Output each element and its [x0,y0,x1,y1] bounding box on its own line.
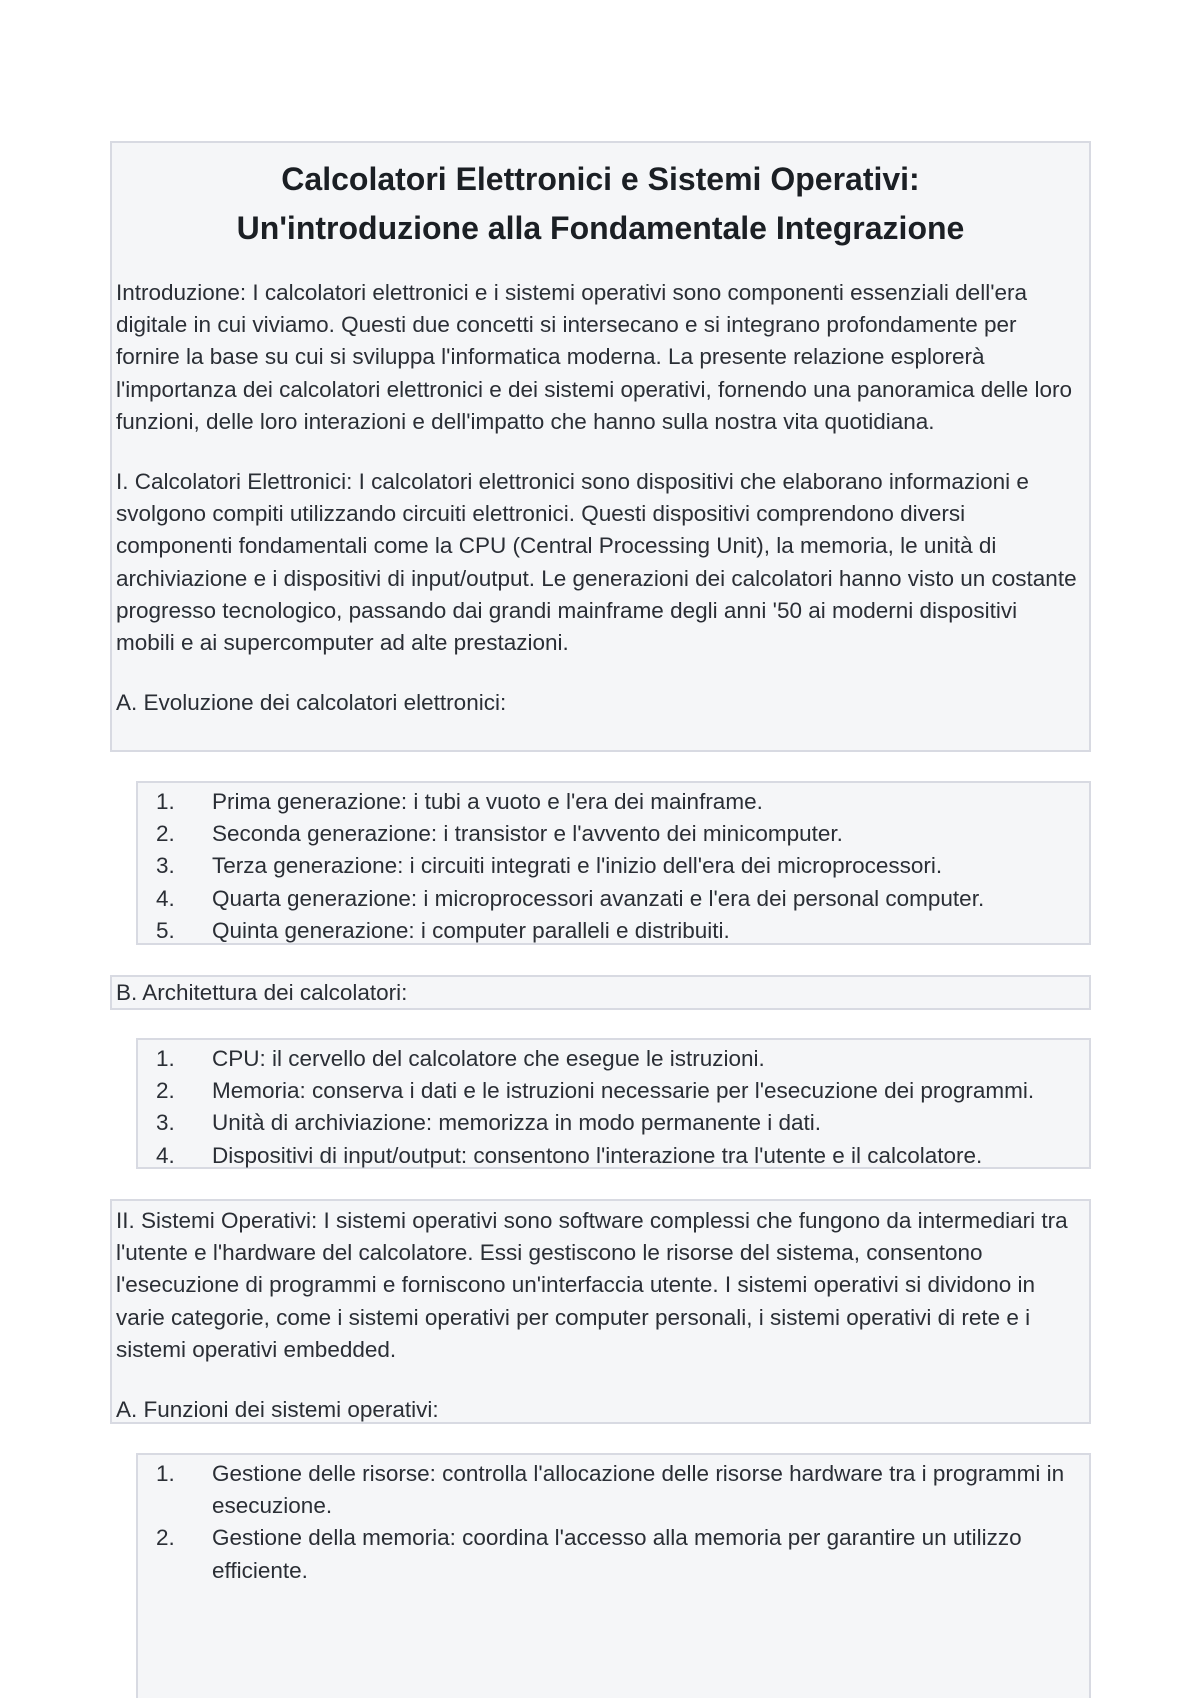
intro-paragraph: Introduzione: I calcolatori elettronici e i sistemi operativi sono componenti essenziali dell'era digitale in cui viviamo. Questi due concetti si intersecano e si integrano profondamente per fornire la base su cui si sviluppa l'informatica moderna. La presente relazione esplorerà l'importanza dei calcolatori elettronici e dei sistemi operativi, fornendo una panoramica delle loro funzioni, delle loro interazioni e dell'impatto che hanno sulla nostra vita quotidiana. [116,280,1073,434]
functions-list [138,1458,1089,1587]
section1-a-heading: A. Evoluzione dei calcolatori elettronici: [116,690,507,716]
title-line-1: Calcolatori Elettronici e Sistemi Operativi: [281,161,920,197]
list-item: 1. Gestione delle risorse: controlla l'allocazione delle risorse hardware tra i programmi in esecuzione. [156,1461,1065,1519]
intro-section-box [110,141,1091,752]
operating-systems-section-box [110,1199,1091,1424]
list-item: 5. Quinta generazione: i computer paralleli e distribuiti. [156,917,730,943]
document-title [112,155,1089,253]
list-item: 2. Seconda generazione: i transistor e l'avvento dei minicomputer. [156,821,843,847]
list-item: 3. Terza generazione: i circuiti integrati e l'inizio dell'era dei microprocessori. [156,853,943,879]
architecture-list [138,1043,1089,1172]
list-item: 2. Gestione della memoria: coordina l'accesso alla memoria per garantire un utilizzo efficiente. [156,1525,1022,1583]
section1-paragraph: I. Calcolatori Elettronici: I calcolatori elettronici sono dispositivi che elaborano informazioni e svolgono compiti utilizzando circuiti elettronici. Questi dispositivi comprendono diversi componenti fondamentali come la CPU (Central Processing Unit), la memoria, le unità di archiviazione e i dispositivi di input/output. Le generazioni dei calcolatori hanno visto un costante progresso tecnologico, passando dai grandi mainframe degli anni '50 ai moderni dispositivi mobili e ai supercomputer ad alte prestazioni. [116,469,1077,656]
section2-a-heading: A. Funzioni dei sistemi operativi: [116,1397,439,1423]
list-item: 4. Dispositivi di input/output: consentono l'interazione tra l'utente e il calcolatore. [156,1142,983,1168]
list-item: 4. Quarta generazione: i microprocessori avanzati e l'era dei personal computer. [156,885,985,911]
evolution-list [138,786,1089,947]
architecture-heading-box [110,975,1091,1010]
list-item: 1. Prima generazione: i tubi a vuoto e l'era dei mainframe. [156,789,763,814]
functions-list-box [136,1453,1091,1698]
section2-paragraph: II. Sistemi Operativi: I sistemi operativi sono software complessi che fungono da intermediari tra l'utente e l'hardware del calcolatore. Essi gestiscono le risorse del sistema, consentono l'esecuzione di programmi e forniscono un'interfaccia utente. I sistemi operativi si dividono in varie categorie, come i sistemi operativi per computer personali, i sistemi operativi di rete e i sistemi operativi embedded. [116,1208,1068,1362]
section1-b-heading: B. Architettura dei calcolatori: [116,980,408,1005]
title-line-2: Un'introduzione alla Fondamentale Integrazione [236,210,965,246]
list-item: 3. Unità di archiviazione: memorizza in modo permanente i dati. [156,1110,822,1136]
evolution-list-box [136,781,1091,945]
list-item: 1. CPU: il cervello del calcolatore che esegue le istruzioni. [156,1046,765,1071]
list-item: 2. Memoria: conserva i dati e le istruzioni necessarie per l'esecuzione dei programmi. [156,1078,1035,1104]
architecture-list-box [136,1038,1091,1169]
